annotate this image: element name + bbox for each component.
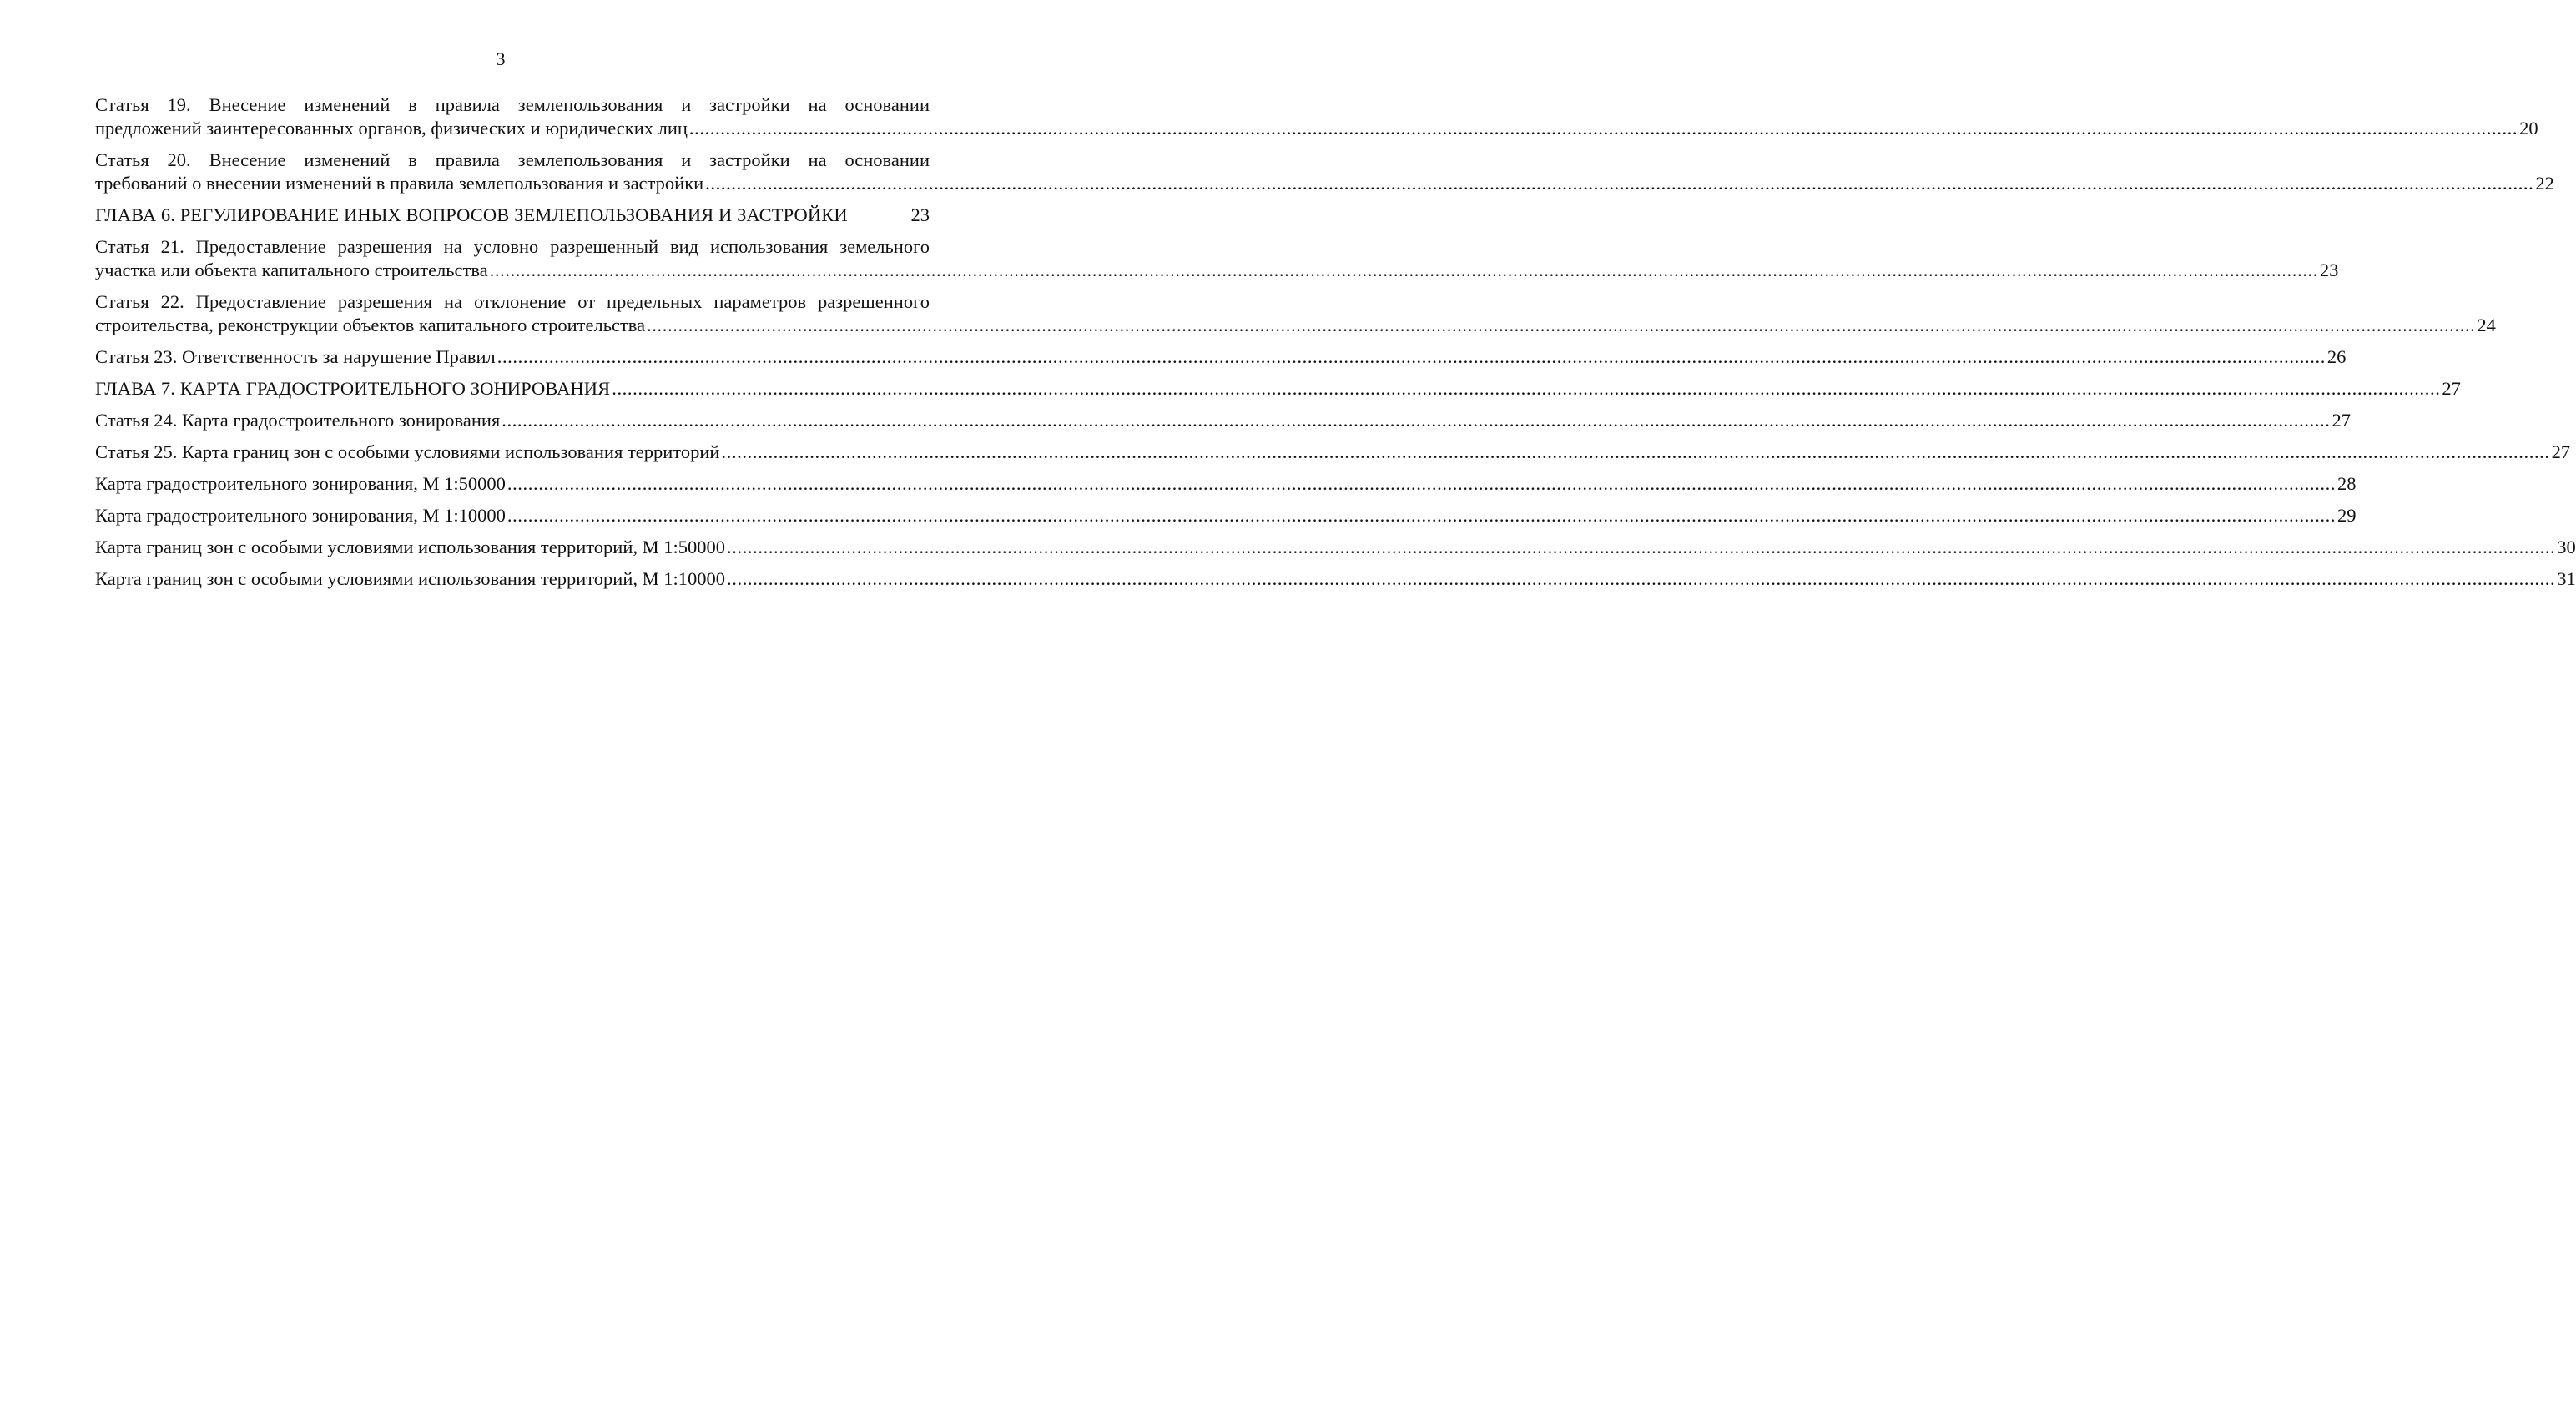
toc-page-number: 23 <box>910 204 930 225</box>
toc-page-number: 22 <box>2535 173 2554 194</box>
toc-entry-leader-line <box>95 259 2339 282</box>
dot-leader <box>506 504 2337 527</box>
toc-entry-title: ГЛАВА 7. КАРТА ГРАДОСТРОИТЕЛЬНОГО ЗОНИРОВАНИЯ <box>95 378 611 399</box>
toc-page-number: 23 <box>2319 260 2339 280</box>
toc-entry-title: участка или объекта капитального строительства <box>95 260 488 280</box>
toc-entry-article-19[interactable] <box>95 93 2538 140</box>
toc-entry-chapter-7[interactable] <box>95 377 2461 401</box>
toc-entry-title: Карта градостроительного зонирования, М 1:50000 <box>95 473 506 494</box>
toc-entry-leader-line <box>95 567 2576 591</box>
toc-entry-title-line: Статья 19. Внесение изменений в правила землепользования и застройки на основании <box>95 94 930 115</box>
toc-entry-title: Статья 23. Ответственность за нарушение Правил <box>95 346 496 367</box>
toc-entry-article-24[interactable] <box>95 409 2351 432</box>
toc-entry-title: ГЛАВА 6. РЕГУЛИРОВАНИЕ ИНЫХ ВОПРОСОВ ЗЕМЛЕПОЛЬЗОВАНИЯ И ЗАСТРОЙКИ <box>95 204 848 225</box>
dot-leader <box>688 117 2519 140</box>
toc-entry-leader-line <box>95 345 2347 369</box>
dot-leader <box>488 259 2320 282</box>
dot-leader <box>645 314 2477 337</box>
table-of-contents <box>95 93 2576 599</box>
toc-entry-map-zoning-10000[interactable] <box>95 504 2357 527</box>
toc-entry-title-line: Статья 22. Предоставление разрешения на отклонение от предельных параметров разрешенного <box>95 291 930 312</box>
toc-page-number: 24 <box>2477 315 2496 335</box>
toc-entry-leader-line <box>95 117 2538 140</box>
dot-leader <box>725 567 2557 591</box>
dot-leader <box>496 345 2327 369</box>
toc-entry-title: Карта границ зон с особыми условиями использования территорий, М 1:50000 <box>95 537 726 557</box>
toc-page-number: 26 <box>2326 346 2347 367</box>
toc-entry-leader-line <box>95 441 2571 464</box>
toc-entry-leader-line <box>95 314 2496 337</box>
dot-leader <box>500 409 2332 432</box>
toc-entry-title: Карта границ зон с особыми условиями использования территорий, М 1:10000 <box>95 568 726 589</box>
toc-page-number: 27 <box>2551 441 2571 462</box>
toc-entry-leader-line <box>95 536 2576 559</box>
toc-entry-title: Статья 25. Карта границ зон с особыми условиями использования территорий <box>95 441 720 462</box>
dot-leader <box>506 472 2337 496</box>
toc-entry-leader-line <box>95 172 2554 195</box>
toc-page-number: 30 <box>2557 537 2576 557</box>
page-number: 3 <box>496 48 506 69</box>
toc-entry-article-22[interactable] <box>95 290 2496 337</box>
toc-entry-title: Карта градостроительного зонирования, М 1:10000 <box>95 505 506 526</box>
toc-entry-leader-line <box>95 377 2461 401</box>
toc-entry-title: предложений заинтересованных органов, физических и юридических лиц <box>95 118 688 139</box>
toc-page-number: 27 <box>2442 378 2461 399</box>
dot-leader <box>703 172 2535 195</box>
toc-page-number: 27 <box>2332 410 2351 431</box>
toc-entry-leader-line <box>95 504 2357 527</box>
toc-entry-map-special-zones-50000[interactable] <box>95 536 2576 559</box>
toc-page-number: 28 <box>2337 473 2357 494</box>
toc-entry-chapter-6[interactable] <box>95 204 930 227</box>
toc-page-number: 20 <box>2519 118 2538 139</box>
toc-entry-article-23[interactable] <box>95 345 2347 369</box>
toc-entry-leader-line <box>95 204 930 227</box>
toc-entry-title-line: Статья 20. Внесение изменений в правила землепользования и застройки на основании <box>95 149 930 170</box>
toc-entry-map-special-zones-10000[interactable] <box>95 567 2576 591</box>
toc-entry-leader-line <box>95 409 2351 432</box>
toc-entry-article-25[interactable] <box>95 441 2571 464</box>
dot-leader <box>719 441 2551 464</box>
toc-entry-title-line: Статья 21. Предоставление разрешения на условно разрешенный вид использования земельного <box>95 236 930 257</box>
dot-leader <box>610 377 2442 401</box>
toc-entry-title: Статья 24. Карта градостроительного зонирования <box>95 410 501 431</box>
toc-page-number: 31 <box>2557 568 2576 589</box>
toc-entry-title: требований о внесении изменений в правила землепользования и застройки <box>95 173 704 194</box>
toc-entry-article-21[interactable] <box>95 235 2339 282</box>
dot-leader <box>725 536 2557 559</box>
toc-entry-article-20[interactable] <box>95 149 2554 195</box>
toc-entry-title: строительства, реконструкции объектов капитального строительства <box>95 315 646 335</box>
toc-entry-leader-line <box>95 472 2357 496</box>
toc-page-number: 29 <box>2337 505 2357 526</box>
toc-entry-map-zoning-50000[interactable] <box>95 472 2357 496</box>
